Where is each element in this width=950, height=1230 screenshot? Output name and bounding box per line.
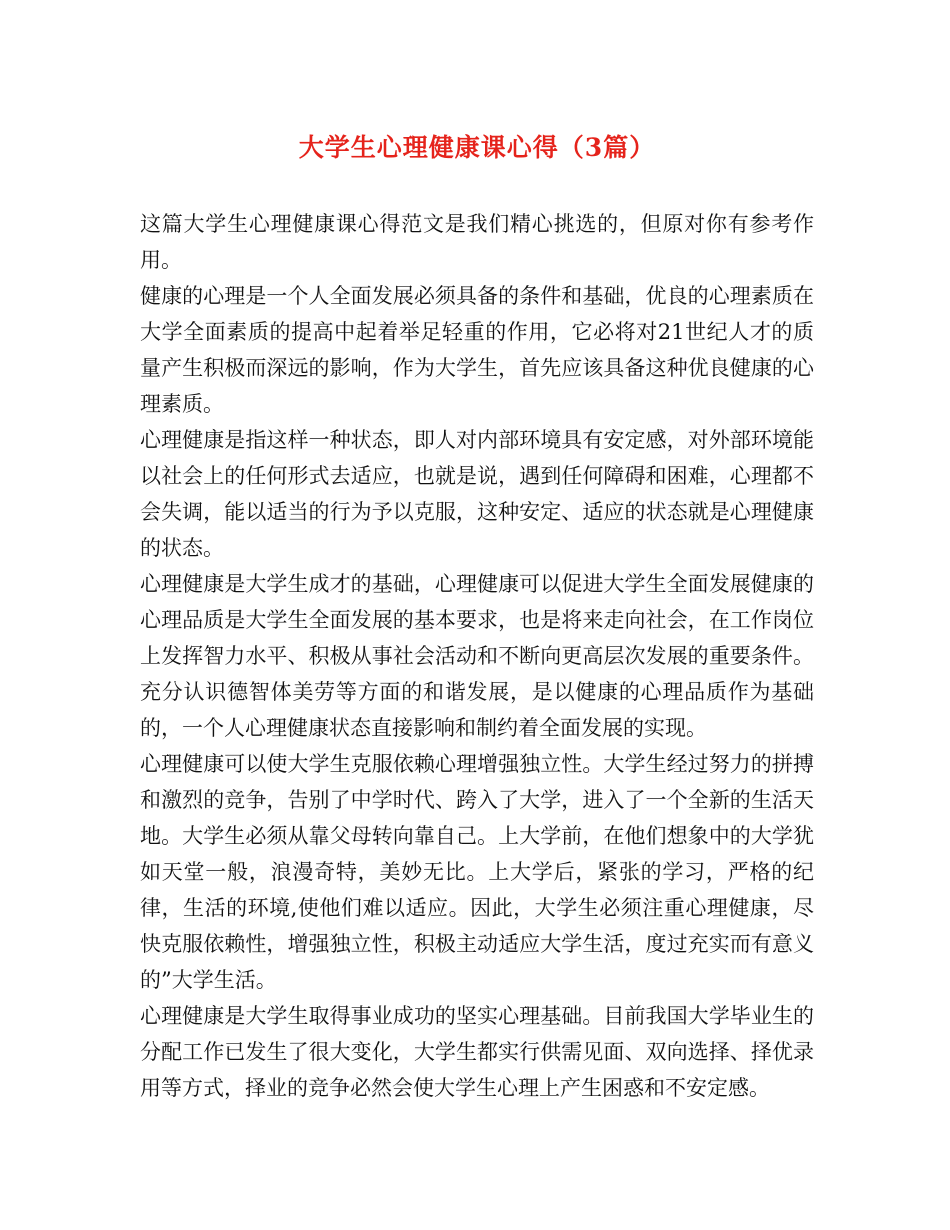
document-body [140, 206, 814, 1106]
paragraph: 心理健康是指这样一种状态，即人对内部环境具有安定感，对外部环境能以社会上的任何形式去适应，也就是说，遇到任何障碍和困难，心理都不会失调，能以适当的行为予以克服，这种安定、适应的状态就是心理健康的状态。 [140, 428, 814, 560]
paragraph: 心理健康是大学生取得事业成功的坚实心理基础。目前我国大学毕业生的分配工作已发生了很大变化，大学生都实行供需见面、双向选择、择优录用等方式，择业的竞争必然会使大学生心理上产生困惑和不安定感。 [140, 1004, 814, 1100]
paragraph: 心理健康可以使大学生克服依赖心理增强独立性。大学生经过努力的拼搏和激烈的竞争，告别了中学时代、跨入了大学，进入了一个全新的生活天地。大学生必须从靠父母转向靠自己。上大学前，在他们想象中的大学犹如天堂一般，浪漫奇特，美妙无比。上大学后，紧张的学习，严格的纪律，生活的环境,使他们难以适应。因此，大学生必须注重心理健康，尽快克服依赖性，增强独立性，积极主动适应大学生活，度过充实而有意义的”大学生活。 [140, 752, 814, 992]
paragraph: 健康的心理是一个人全面发展必须具备的条件和基础，优良的心理素质在大学全面素质的提高中起着举足轻重的作用，它必将对21世纪人才的质量产生积极而深远的影响，作为大学生，首先应该具备这种优良健康的心理素质。 [140, 284, 814, 416]
document-title: 大学生心理健康课心得（3篇） [298, 133, 656, 162]
paragraph: 这篇大学生心理健康课心得范文是我们精心挑选的，但原对你有参考作用。 [140, 212, 814, 272]
paragraph: 心理健康是大学生成才的基础，心理健康可以促进大学生全面发展健康的心理品质是大学生全面发展的基本要求，也是将来走向社会，在工作岗位上发挥智力水平、积极从事社会活动和不断向更高层次发展的重要条件。充分认识德智体美劳等方面的和谐发展，是以健康的心理品质作为基础的，一个人心理健康状态直接影响和制约着全面发展的实现。 [140, 572, 814, 740]
